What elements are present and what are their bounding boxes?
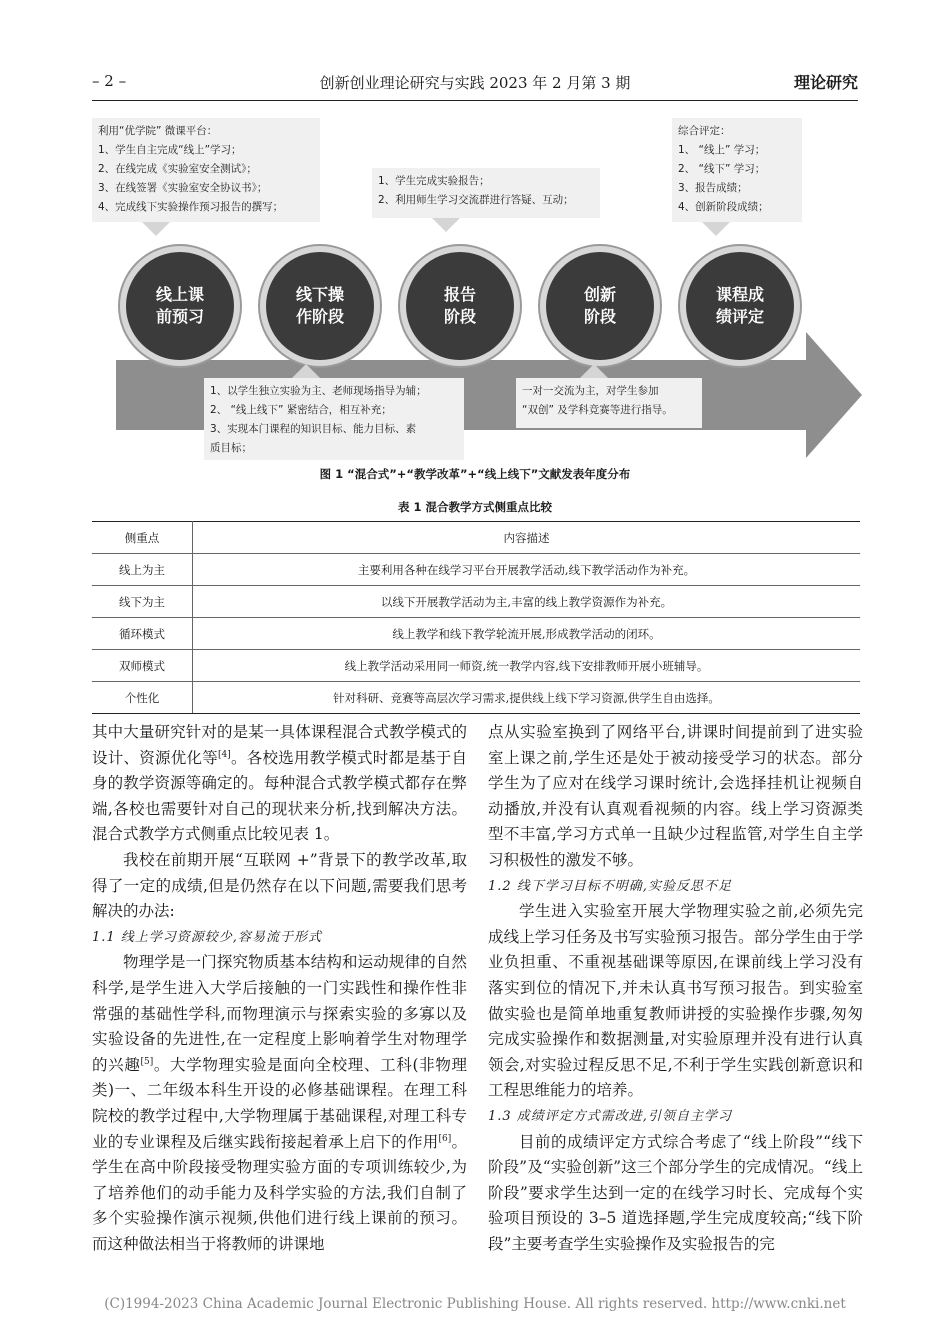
journal-title: 创新创业理论研究与实践 2023 年 2 月第 3 期: [319, 74, 631, 92]
table-row: [92, 618, 860, 650]
callout-pointer: [292, 364, 320, 378]
section-heading: 1.1 线上学习资源较少,容易流于形式: [92, 929, 322, 945]
paragraph: 学生进入实验室开展大学物理实验之前,必须先完成线上学习任务及书写实验预习报告。部分学生由于学业负担重、不重视基础课等原因,在课前线上学习没有落实到位的情况下,并未认真书写预习报告。到实验室做实验也是简单地重复教师讲授的实验操作步骤,匆匆完成实验操作和数据测量,对实验原理并没有进行认真领会,对实验过程反思不足,不利于学生实践创新意识和工程思维能力的培养。: [488, 902, 863, 1100]
callout-preview: 利用“优学院” 微课平台： 1、学生自主完成“线上”学习； 2、在线完成《实验室安全测试》； 3、在线签署《实验室安全协议书》； 4、完成线下实验操作预习报告的撰写；: [92, 118, 320, 222]
stage-report: 报告 阶段: [400, 246, 520, 366]
callout-pointer: [142, 222, 170, 236]
comparison-table: [92, 521, 860, 714]
table-row: [92, 650, 860, 682]
citation: [5]: [140, 1056, 154, 1067]
table-row: [92, 682, 860, 714]
running-header: [92, 72, 858, 96]
callout-pointer: [702, 222, 730, 236]
section-heading: 1.3 成绩评定方式需改进,引领自主学习: [488, 1108, 732, 1124]
right-column: [488, 720, 863, 1257]
paragraph: 我校在前期开展“互联网 +”背景下的教学改革,取得了一定的成绩,但是仍然存在以下问题,需要我们思考解决的办法:: [92, 850, 467, 921]
callout-report: 1、学生完成实验报告； 2、利用师生学习交流群进行答疑、互动；: [372, 168, 600, 218]
table-row: [92, 554, 860, 586]
table-cell: 以线下开展教学活动为主,丰富的线上教学资源作为补充。: [193, 586, 861, 618]
table-caption: 表 1 混合教学方式侧重点比较: [397, 500, 552, 514]
citation: [6]: [438, 1133, 452, 1144]
table-header: 内容描述: [193, 522, 861, 554]
table-cell: 针对科研、竞赛等高层次学习需求,提供线上线下学习资源,供学生自由选择。: [193, 682, 861, 714]
table-cell: 双师模式: [92, 650, 193, 682]
page-number: – 2 –: [92, 72, 127, 90]
table-cell: 线上教学活动采用同一师资,统一教学内容,线下安排教师开展小班辅导。: [193, 650, 861, 682]
table-cell: 主要利用各种在线学习平台开展教学活动,线下教学活动作为补充。: [193, 554, 861, 586]
citation: [4]: [218, 749, 231, 760]
paragraph: 物理学是一门探究物质基本结构和运动规律的自然科学,是学生进入大学后接触的一门实践性和操作性非常强的基础性学科,而物理演示与探索实验的多寡以及实验设备的先进性,在一定程度上影响着学生对物理学的兴趣[5]。大学物理实验是面向全校理、工科(非物理类)一、二年级本科生开设的必修基础课程。在理工科院校的教学过程中,大学物理属于基础课程,对理工科专业的专业课程及后继实践衔接起着承上启下的作用[6]。学生在高中阶段接受物理实验方面的专项训练较少,为了培养他们的动手能力及科学实验的方法,我们自制了多个实验操作演示视频,供他们进行线上课前的预习。而这种做法相当于将教师的讲课地: [92, 953, 467, 1253]
figure-1: [92, 112, 862, 462]
callout-evaluation: 综合评定： 1、 “线上” 学习； 2、 “线下” 学习； 3、报告成绩； 4、创新阶段成绩；: [672, 118, 802, 222]
paragraph: 其中大量研究针对的是某一具体课程混合式教学模式的设计、资源优化等[4]。各校选用教学模式时都是基于自身的教学资源等确定的。每种混合式教学模式都存在弊端,各校也需要针对自己的现状来分析,找到解决方法。混合式教学方式侧重点比较见表 1。: [92, 723, 467, 844]
table-header-row: [92, 522, 860, 554]
callout-pointer: [432, 218, 460, 232]
section-heading: 1.2 线下学习目标不明确,实验反思不足: [488, 878, 732, 894]
stage-offline-operation: 线下操 作阶段: [260, 246, 380, 366]
figure-caption: 图 1 “混合式”+“教学改革”+“线上线下”文献发表年度分布: [319, 467, 631, 481]
section-title: 理论研究: [793, 73, 858, 92]
table-cell: 线上为主: [92, 554, 193, 586]
paragraph: 目前的成绩评定方式综合考虑了“线上阶段”“线下阶段”及“实验创新”这三个部分学生的完成情况。“线上阶段”要求学生达到一定的在线学习时长、完成每个实验项目预设的 3–5 道选择题,学生完成度较高;“线下阶段”主要考查学生实验操作及实验报告的完: [488, 1132, 863, 1253]
table-cell: 线上教学和线下教学轮流开展,形成教学活动的闭环。: [193, 618, 861, 650]
table-cell: 个性化: [92, 682, 193, 714]
table-cell: 线下为主: [92, 586, 193, 618]
header-rule: [92, 100, 858, 101]
table-row: [92, 586, 860, 618]
stage-innovation: 创新 阶段: [540, 246, 660, 366]
paragraph: 点从实验室换到了网络平台,讲课时间提前到了进实验室上课之前,学生还是处于被动接受学习的状态。部分学生为了应对在线学习课时统计,会选择挂机让视频自动播放,并没有认真观看视频的内容。线上学习资源类型不丰富,学习方式单一且缺少过程监管,对学生自主学习积极性的激发不够。: [488, 723, 863, 869]
stage-evaluation: 课程成 绩评定: [680, 246, 800, 366]
callout-innovation: 一对一交流为主，对学生参加 “双创” 及学科竞赛等进行指导。: [516, 378, 702, 428]
table-header: 侧重点: [92, 522, 193, 554]
callout-offline: 1、以学生独立实验为主、老师现场指导为辅； 2、 “线上线下” 紧密结合，相互补充； 3、实现本门课程的知识目标、能力目标、素 质目标；: [204, 378, 464, 460]
table-cell: 循环模式: [92, 618, 193, 650]
callout-pointer: [580, 364, 608, 378]
copyright-footer: (C)1994-2023 China Academic Journal Electronic Publishing House. All rights reserved. http://www.cnki.net: [104, 1296, 846, 1312]
left-column: [92, 720, 467, 1257]
stage-online-preview: 线上课 前预习: [120, 246, 240, 366]
